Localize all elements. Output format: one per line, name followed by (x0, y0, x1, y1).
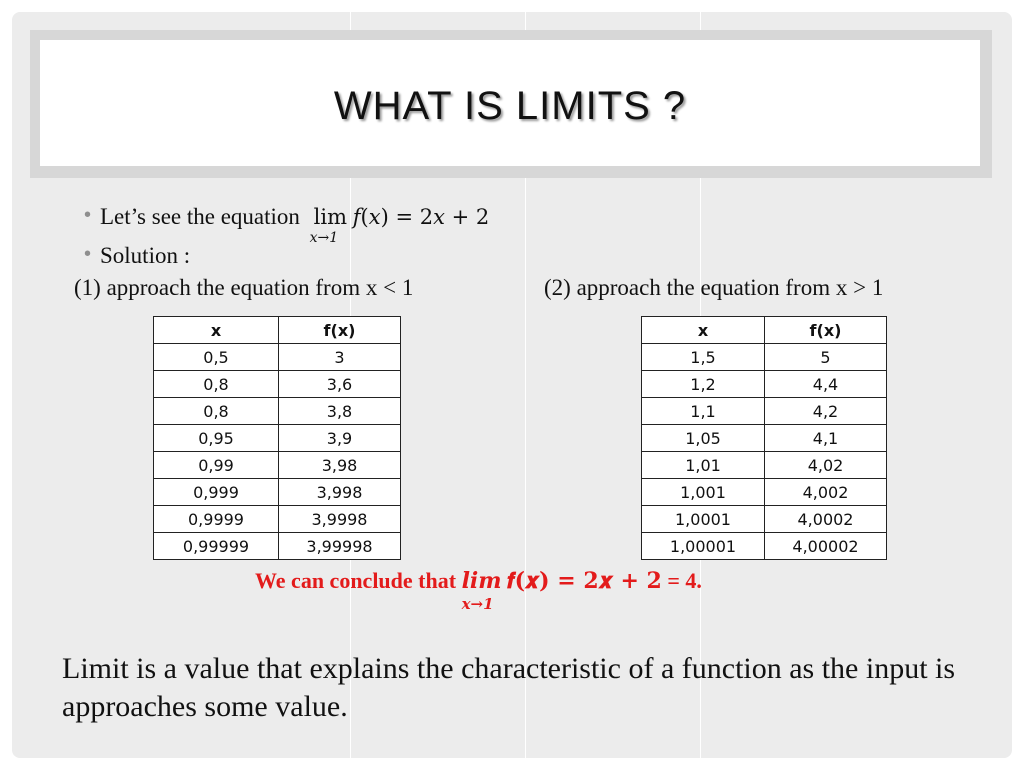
lim-subscript: x→1 (309, 230, 339, 246)
table-row (642, 371, 887, 398)
conclusion-lim-subscript: x→1 (461, 595, 494, 613)
header-x: x (154, 317, 279, 344)
cell-fx: 3,6 (279, 371, 401, 398)
cell-fx: 4,0002 (765, 506, 887, 533)
cell-fx: 3,99998 (279, 533, 401, 560)
cell-x: 1,0001 (642, 506, 765, 533)
table-header-row (642, 317, 887, 344)
cell-fx: 3,998 (279, 479, 401, 506)
approach-right-label: (2) approach the equation from x > 1 (544, 275, 884, 300)
table-row (642, 479, 887, 506)
cell-x: 1,1 (642, 398, 765, 425)
cell-x: 1,00001 (642, 533, 765, 560)
lim-operator: lim (313, 205, 348, 229)
bullet-dot-icon: • (84, 204, 92, 226)
title-frame (30, 30, 992, 178)
cell-x: 0,95 (154, 425, 279, 452)
conclusion (255, 568, 702, 613)
cell-x: 0,9999 (154, 506, 279, 533)
cell-x: 0,99 (154, 452, 279, 479)
table-row (154, 506, 401, 533)
cell-x: 0,8 (154, 398, 279, 425)
conclusion-expression: 𝒇(𝒙) = 𝟐𝒙 + 𝟐 (507, 568, 662, 594)
conclusion-prefix: We can conclude that (255, 568, 462, 593)
bullet-equation (84, 204, 490, 246)
cell-fx: 4,002 (765, 479, 887, 506)
table-row (154, 479, 401, 506)
conclusion-limit (461, 568, 502, 613)
solution-label: Solution : (100, 243, 191, 268)
table-row (154, 344, 401, 371)
cell-x: 0,99999 (154, 533, 279, 560)
cell-fx: 4,00002 (765, 533, 887, 560)
equation-label: Let’s see the equation (100, 204, 300, 229)
cell-fx: 3,8 (279, 398, 401, 425)
cell-x: 0,5 (154, 344, 279, 371)
cell-fx: 3,9998 (279, 506, 401, 533)
cell-fx: 4,2 (765, 398, 887, 425)
cell-x: 0,999 (154, 479, 279, 506)
cell-x: 1,001 (642, 479, 765, 506)
cell-fx: 3 (279, 344, 401, 371)
cell-x: 1,2 (642, 371, 765, 398)
header-fx: f(x) (279, 317, 401, 344)
table-row (642, 452, 887, 479)
cell-fx: 3,9 (279, 425, 401, 452)
limit-notation (309, 204, 348, 246)
table-row (154, 371, 401, 398)
table-left (153, 316, 401, 560)
table-row (642, 344, 887, 371)
bullet-solution (84, 243, 191, 269)
table-row (154, 452, 401, 479)
conclusion-suffix: = 4. (661, 568, 702, 593)
header-fx: f(x) (765, 317, 887, 344)
cell-fx: 3,98 (279, 452, 401, 479)
table-row (154, 533, 401, 560)
table-row (642, 425, 887, 452)
cell-x: 1,05 (642, 425, 765, 452)
title-panel (40, 40, 980, 166)
slide-title: WHAT IS LIMITS ? (333, 83, 687, 128)
cell-fx: 5 (765, 344, 887, 371)
table-right (641, 316, 887, 560)
cell-x: 0,8 (154, 371, 279, 398)
conclusion-lim-operator: lim (461, 568, 502, 594)
table-row (642, 398, 887, 425)
cell-x: 1,5 (642, 344, 765, 371)
approach-left-label: (1) approach the equation from x < 1 (74, 275, 414, 300)
header-x: x (642, 317, 765, 344)
bullet-dot-icon: • (84, 243, 92, 265)
table-row (642, 506, 887, 533)
table-row (154, 425, 401, 452)
cell-x: 1,01 (642, 452, 765, 479)
cell-fx: 4,4 (765, 371, 887, 398)
equation-expression: 𝑓(𝑥) = 2𝑥 + 2 (352, 205, 490, 229)
table-row (642, 533, 887, 560)
cell-fx: 4,02 (765, 452, 887, 479)
cell-fx: 4,1 (765, 425, 887, 452)
table-header-row (154, 317, 401, 344)
table-row (154, 398, 401, 425)
limit-definition: Limit is a value that explains the characteristic of a function as the input is approaches some value. (62, 652, 956, 723)
